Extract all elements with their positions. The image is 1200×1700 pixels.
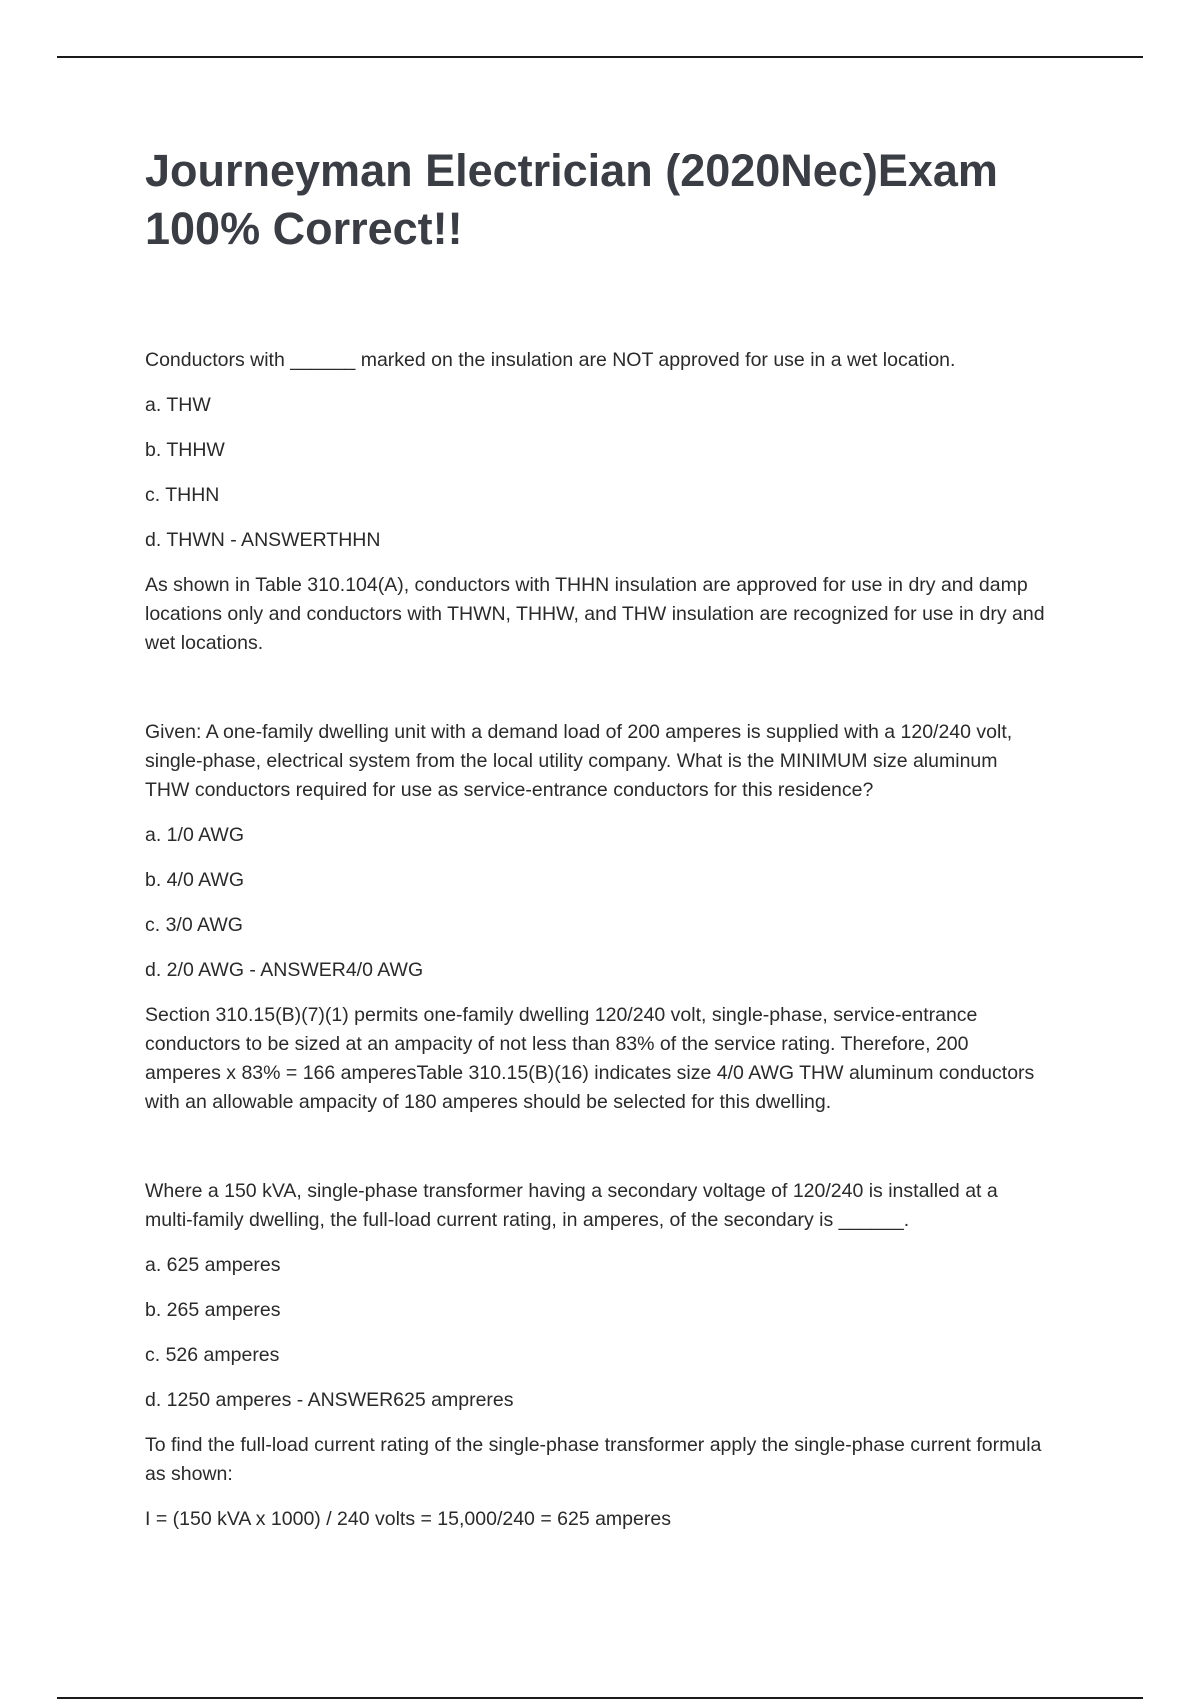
answer-option-b: b. THHW bbox=[145, 439, 225, 461]
question-text: Where a 150 kVA, single-phase transformer having a secondary voltage of 120/240 is installed at a multi-family dwelling, the full-load current rating, in amperes, of the secondary is ______. bbox=[145, 1180, 998, 1231]
answer-option-a: a. 1/0 AWG bbox=[145, 824, 244, 846]
explanation bbox=[145, 1431, 1045, 1534]
answer-option-c: c. 3/0 AWG bbox=[145, 914, 243, 936]
answer-option-d: d. 1250 amperes - ANSWER625 ampreres bbox=[145, 1389, 514, 1411]
answer-option-c: c. THHN bbox=[145, 484, 220, 506]
question-block-2 bbox=[145, 718, 1045, 1117]
document-title: Journeyman Electrician (2020Nec)Exam 100% Correct!! bbox=[145, 145, 998, 254]
answer-option-d: d. 2/0 AWG - ANSWER4/0 AWG bbox=[145, 959, 424, 981]
document-body bbox=[145, 346, 1045, 1550]
explanation-paragraph: As shown in Table 310.104(A), conductors with THHN insulation are approved for use in dry and damp locations only and conductors with THWN, THHW, and THW insulation are recognized for use in dry and wet locations. bbox=[145, 574, 1045, 654]
formula-line: I = (150 kVA x 1000) / 240 volts = 15,000/240 = 625 amperes bbox=[145, 1508, 671, 1530]
explanation-paragraph: To find the full-load current rating of the single-phase transformer apply the single-phase current formula as shown: bbox=[145, 1434, 1042, 1485]
bottom-rule bbox=[57, 1697, 1143, 1699]
answer-option-c: c. 526 amperes bbox=[145, 1344, 280, 1366]
question-text: Given: A one-family dwelling unit with a demand load of 200 amperes is supplied with a 120/240 volt, single-phase, electrical system from the local utility company. What is the MINIMUM size aluminum THW conductors required for use as service-entrance conductors for this residence? bbox=[145, 721, 1013, 801]
question-block-3 bbox=[145, 1177, 1045, 1534]
explanation-paragraph: Section 310.15(B)(7)(1) permits one-family dwelling 120/240 volt, single-phase, service-entrance conductors to be sized at an ampacity of not less than 83% of the service rating. Therefore, 200 amperes x 83% = 166 amperesTable 310.15(B)(16) indicates size 4/0 AWG THW aluminum conductors with an allowable ampacity of 180 amperes should be selected for this dwelling. bbox=[145, 1004, 1035, 1113]
question-text: Conductors with ______ marked on the insulation are NOT approved for use in a wet location. bbox=[145, 349, 956, 371]
explanation bbox=[145, 571, 1045, 658]
explanation bbox=[145, 1001, 1045, 1117]
answer-option-a: a. 625 amperes bbox=[145, 1254, 281, 1276]
answer-option-a: a. THW bbox=[145, 394, 211, 416]
answer-option-d: d. THWN - ANSWERTHHN bbox=[145, 529, 381, 551]
question-block-1 bbox=[145, 346, 1045, 658]
answer-option-b: b. 265 amperes bbox=[145, 1299, 281, 1321]
answer-option-b: b. 4/0 AWG bbox=[145, 869, 244, 891]
top-rule bbox=[57, 56, 1143, 58]
